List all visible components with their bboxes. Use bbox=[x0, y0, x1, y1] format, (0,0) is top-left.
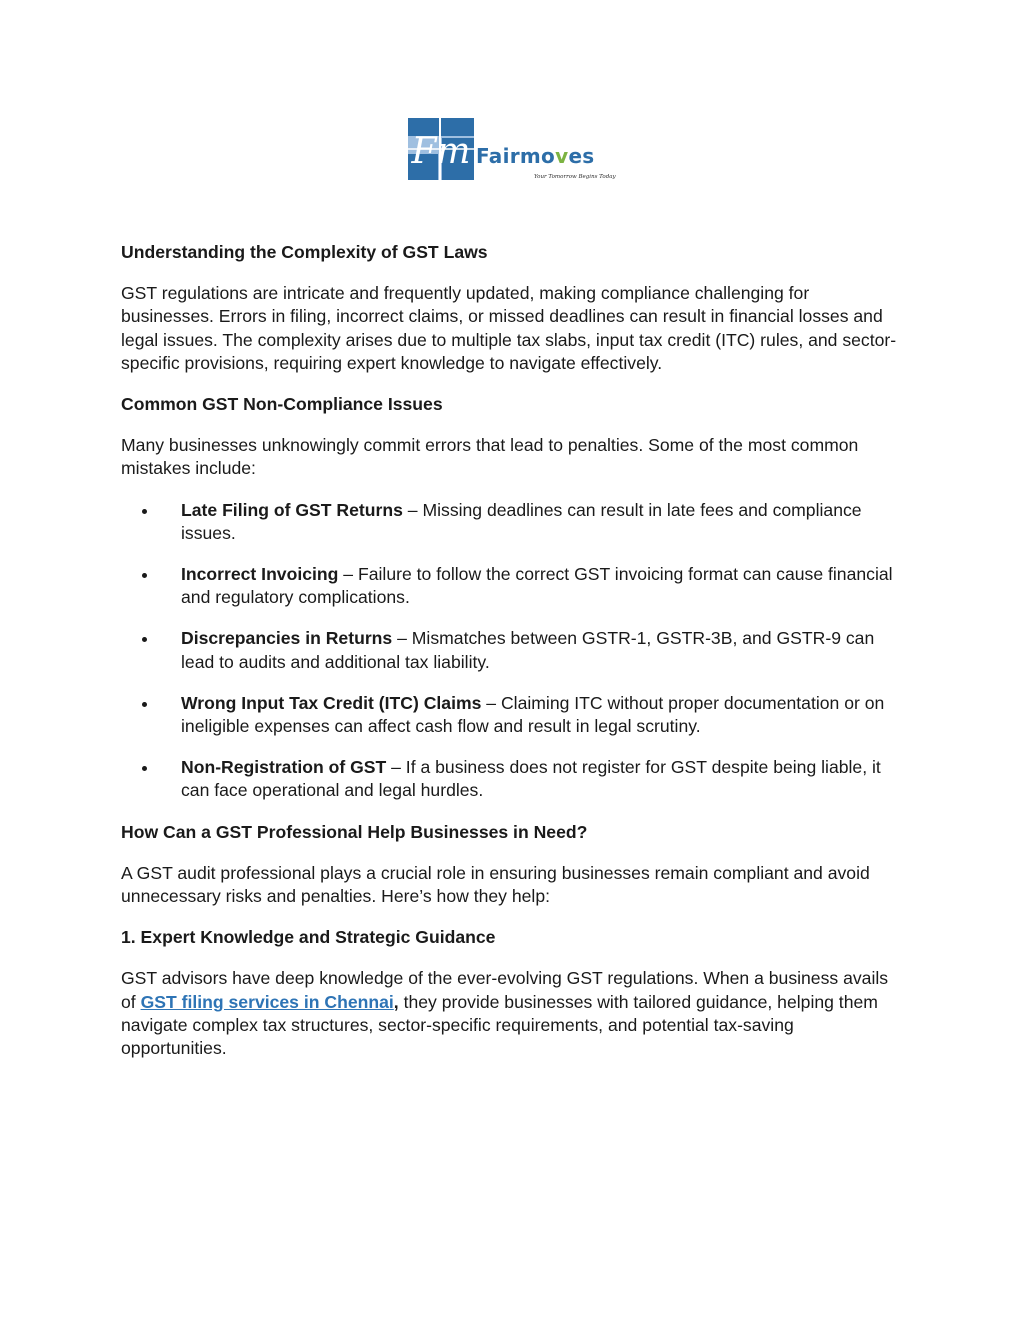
non-compliance-list bbox=[121, 499, 901, 803]
paragraph-text-before-link: GST advisors have deep knowledge of the ever-evolving GST regulations. When a business avails of bbox=[121, 968, 889, 1012]
list-item-term: Non-Registration of GST bbox=[181, 757, 387, 778]
section-heading-professional-help: How Can a GST Professional Help Businesses in Need? bbox=[121, 821, 588, 842]
list-item bbox=[121, 627, 901, 673]
paragraph-complexity: GST regulations are intricate and frequently updated, making compliance challenging for businesses. Errors in filing, incorrect claims, or missed deadlines can result in financial losses and legal issues. The complexity arises due to multiple tax slabs, input tax credit (ITC) rules, and sector-specific provisions, requiring expert knowledge to navigate effectively. bbox=[121, 283, 897, 373]
logo-monogram: Fm bbox=[411, 131, 471, 172]
list-item-text: – Claiming ITC without proper documentation or on ineligible expenses can affect cash flow and result in legal scrutiny. bbox=[181, 692, 885, 737]
logo-tagline: Your Tomorrow Begins Today bbox=[534, 174, 616, 180]
section-heading-complexity: Understanding the Complexity of GST Laws bbox=[121, 242, 488, 262]
list-item-text: – If a business does not register for GST despite being liable, it can face operational and legal hurdles. bbox=[181, 757, 881, 801]
list-item bbox=[121, 563, 901, 609]
list-item-term: Incorrect Invoicing bbox=[181, 564, 339, 585]
list-item-term: Wrong Input Tax Credit (ITC) Claims bbox=[181, 692, 482, 713]
list-item bbox=[121, 756, 901, 802]
paragraph-expert-knowledge bbox=[121, 967, 901, 1060]
document-body bbox=[121, 241, 901, 1078]
list-item-term: Late Filing of GST Returns bbox=[181, 499, 403, 520]
section-heading-expert-knowledge: 1. Expert Knowledge and Strategic Guidance bbox=[121, 927, 496, 948]
list-item-text: – Missing deadlines can result in late fees and compliance issues. bbox=[181, 499, 862, 543]
paragraph-text-after-link: they provide businesses with tailored guidance, helping them navigate complex tax structures, sector-specific requirements, and potential tax-saving opportunities. bbox=[121, 991, 878, 1059]
paragraph-professional-help: A GST audit professional plays a crucial role in ensuring businesses remain compliant and avoid unnecessary risks and penalties. Here’s how they help: bbox=[121, 862, 870, 907]
bullet-icon bbox=[142, 702, 147, 707]
checkmark-icon: v bbox=[555, 144, 569, 168]
bullet-icon bbox=[142, 573, 147, 578]
list-item bbox=[121, 692, 901, 738]
list-item-text: – Mismatches between GSTR-1, GSTR-3B, and GSTR-9 can lead to audits and additional tax liability. bbox=[181, 628, 875, 672]
paragraph-non-compliance-intro: Many businesses unknowingly commit errors that lead to penalties. Some of the most common mistakes include: bbox=[121, 435, 859, 479]
company-logo bbox=[408, 118, 618, 184]
fm-monogram-icon bbox=[408, 118, 474, 180]
gst-filing-chennai-link[interactable]: GST filing services in Chennai bbox=[140, 991, 394, 1012]
logo-wordmark: Fairmoves bbox=[476, 144, 595, 168]
bullet-icon bbox=[142, 637, 147, 642]
bullet-icon bbox=[142, 766, 147, 771]
bullet-icon bbox=[142, 509, 147, 514]
list-item-text: – Failure to follow the correct GST invoicing format can cause financial and regulatory complications. bbox=[181, 564, 893, 608]
paragraph-comma: , bbox=[393, 991, 399, 1012]
list-item bbox=[121, 499, 901, 545]
list-item-term: Discrepancies in Returns bbox=[181, 628, 393, 649]
section-heading-non-compliance: Common GST Non-Compliance Issues bbox=[121, 394, 443, 415]
